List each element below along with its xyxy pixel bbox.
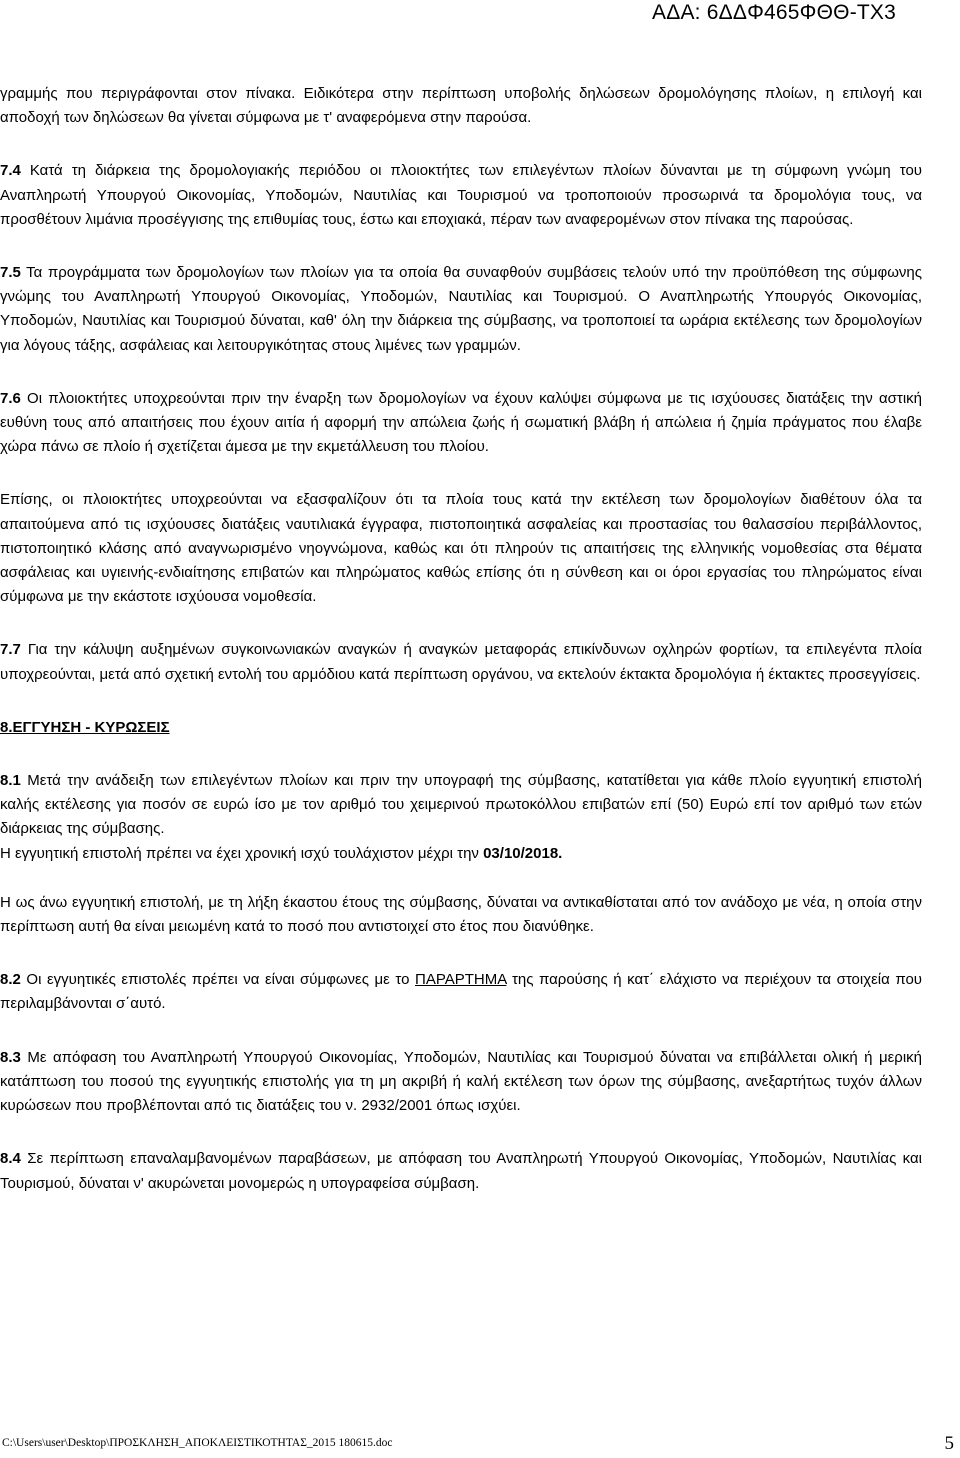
annex-reference: ΠΑΡΑΡΤΗΜΑ (415, 971, 507, 989)
section-number: 8.2 (0, 971, 21, 989)
section-number: 7.4 (0, 162, 21, 180)
paragraph-7-6-b: Επίσης, οι πλοιοκτήτες υποχρεούνται να εξασφαλίζουν ότι τα πλοία τους κατά την εκτέλεση των δρομολογίων διαθέτουν όλα τα απαιτούμενα από τις ισχύουσες διατάξεις ναυτιλιακά έγγραφα, πιστοποιητικά ασφαλείας και προστασίας του θαλασσίου περιβάλλοντος, πιστοποιητικό κλάσης από αναγνωρισμένο νηογνώμονα, καθώς και ότι πληρούν τις απαιτήσεις της ελληνικής νομοθεσίας στα θέματα ασφάλειας και υγιεινής-ενδιαίτησης επιβατών και πληρώματος καθώς επίσης ότι η σύνθεση και οι όροι εργασίας του πληρώματος είναι σύμφωνα με την εκάστοτε ισχύουσα νομοθεσία. (0, 491, 922, 606)
paragraph-text: Οι πλοιοκτήτες υποχρεούνται πριν την έναρξη των δρομολογίων να έχουν καλύψει σύμφωνα με τις ισχύουσες διατάξεις την αστική ευθύνη τους από απαιτήσεις που έχουν αιτία ή αφορμή την απώλεια ζωής ή σωματική βλάβη ή απώλεια ή ζημία πράγματος που έλαβε χώρα πάνω σε πλοίο ή σχετίζεται άμεσα με την εκμετάλλευση του πλοίου. (0, 389, 922, 456)
paragraph-text: Τα προγράμματα των δρομολογίων των πλοίων για τα οποία θα συναφθούν συμβάσεις τελούν υπό την προϋπόθεση της σύμφωνης γνώμης του Αναπληρωτή Υπουργού Οικονομίας, Υποδομών, Ναυτιλίας και Τουρισμού. Ο Αναπληρωτής Υπουργός Οικονομίας, Υποδομών, Ναυτιλίας και Τουρισμού δύναται, καθ' όλη την διάρκεια της σύμβασης, να τροποποιεί τα ωράρια εκτέλεσης των δρομολογίων για λόγους τάξης, ασφάλειας και λειτουργικότητας στους λιμένες των γραμμών. (0, 264, 922, 354)
paragraph-8-3 (0, 1046, 922, 1119)
document-body (0, 82, 922, 1196)
paragraph-text: Με απόφαση του Αναπληρωτή Υπουργού Οικονομίας, Υποδομών, Ναυτιλίας και Τουρισμού δύναται να επιβάλλεται ολική ή μερική κατάπτωση του ποσού της εγγυητικής επιστολής για τη μη ακριβή ή καλή εκτέλεση των όρων της σύμβασης, ανεξαρτήτως τυχόν άλλων κυρώσεων που προβλέπονται από τις διατάξεις του ν. 2932/2001 όπως ισχύει. (0, 1048, 922, 1115)
ada-code: ΑΔΑ: 6ΔΔΦ465ΦΘΘ-ΤΧ3 (652, 1, 896, 24)
section-number: 7.7 (0, 641, 21, 659)
page-number: 5 (944, 1433, 954, 1454)
section-number: 7.5 (0, 264, 21, 282)
paragraph-8-1-c: Η ως άνω εγγυητική επιστολή, με τη λήξη έκαστου έτους της σύμβασης, δύναται να αντικαθίσταται από τον ανάδοχο με νέα, η οποία στην περίπτωση αυτή θα είναι μειωμένη κατά το ποσό που αντιστοιχεί στο έτος που διανύθηκε. (0, 893, 922, 936)
paragraph-8-1-deadline (0, 842, 922, 866)
paragraph-intro: γραμμής που περιγράφονται στον πίνακα. Ειδικότερα στην περίπτωση υποβολής δηλώσεων δρομολόγησης πλοίων, η επιλογή και αποδοχή των δηλώσεων θα γίνεται σύμφωνα με τ' αναφερόμενα στην παρούσα. (0, 85, 922, 127)
deadline-date: 03/10/2018. (483, 844, 563, 862)
paragraph-text: Κατά τη διάρκεια της δρομολογιακής περιόδου οι πλοιοκτήτες των επιλεγέντων πλοίων δύνανται με τη σύμφωνη γνώμη του Αναπληρωτή Υπουργού Οικονομίας, Υποδομών, Ναυτιλίας και Τουρισμού να τροποποιούν προσωρινά τα δρομολόγια τους, να προσθέτουν λιμάνια προσέγγισης της επιθυμίας τους, έστω και εποχιακά, πέραν των αναφερομένων στον πίνακα της παρούσας. (0, 162, 922, 228)
section-number: 8.1 (0, 772, 21, 790)
paragraph-7-4 (0, 159, 922, 232)
paragraph-text: Για την κάλυψη αυξημένων συγκοινωνιακών αναγκών ή αναγκών μεταφοράς επικίνδυνων οχληρών φορτίων, τα επιλεγέντα πλοία υποχρεούνται, μετά από σχετική εντολή του αρμόδιου κατά περίπτωση οργάνου, να εκτελούν έκτακτα δρομολόγια ή έκτακτες προσεγγίσεις. (0, 641, 922, 683)
paragraph-text: Μετά την ανάδειξη των επιλεγέντων πλοίων και πριν την υπογραφή της σύμβασης, κατατίθεται για κάθε πλοίο εγγυητική επιστολή καλής εκτέλεσης για ποσόν σε ευρώ ίσο με τον αριθμό του χειμερινού πρωτοκόλλου επιβατών επί (50) Ευρώ επί τον αριθμό των ετών διάρκειας της σύμβασης. (0, 772, 922, 838)
paragraph-text: Η εγγυητική επιστολή πρέπει να έχει χρονική ισχύ τουλάχιστον μέχρι την (0, 844, 484, 862)
paragraph-7-7 (0, 638, 922, 686)
paragraph-7-6 (0, 387, 922, 460)
paragraph-text: Σε περίπτωση επαναλαμβανομένων παραβάσεων, με απόφαση του Αναπληρωτή Υπουργού Οικονομίας, Υποδομών, Ναυτιλίας και Τουρισμού, δύναται ν' ακυρώνεται μονομερώς η υπογραφείσα σύμβαση. (0, 1150, 922, 1192)
paragraph-7-5 (0, 261, 922, 358)
section-number: 8.3 (0, 1048, 21, 1066)
footer-file-path: C:\Users\user\Desktop\ΠΡΟΣΚΛΗΣΗ_ΑΠΟΚΛΕΙΣΤΙΚΟΤΗΤΑΣ_2015 180615.doc (2, 1437, 393, 1449)
section-number: 7.6 (0, 389, 21, 407)
paragraph-8-4 (0, 1147, 922, 1195)
section-number: 8.4 (0, 1150, 21, 1168)
paragraph-8-1 (0, 769, 922, 842)
paragraph-text: Οι εγγυητικές επιστολές πρέπει να είναι σύμφωνες με το (20, 971, 415, 989)
section-heading-8: 8.ΕΓΓΥΗΣΗ - ΚΥΡΩΣΕΙΣ (0, 718, 170, 736)
paragraph-text: της παρούσης ή κατ΄ ελάχιστο να περιέχουν τα στοιχεία που περιλαμβάνονται σ΄αυτό. (0, 971, 923, 1013)
paragraph-8-2 (0, 968, 922, 1016)
